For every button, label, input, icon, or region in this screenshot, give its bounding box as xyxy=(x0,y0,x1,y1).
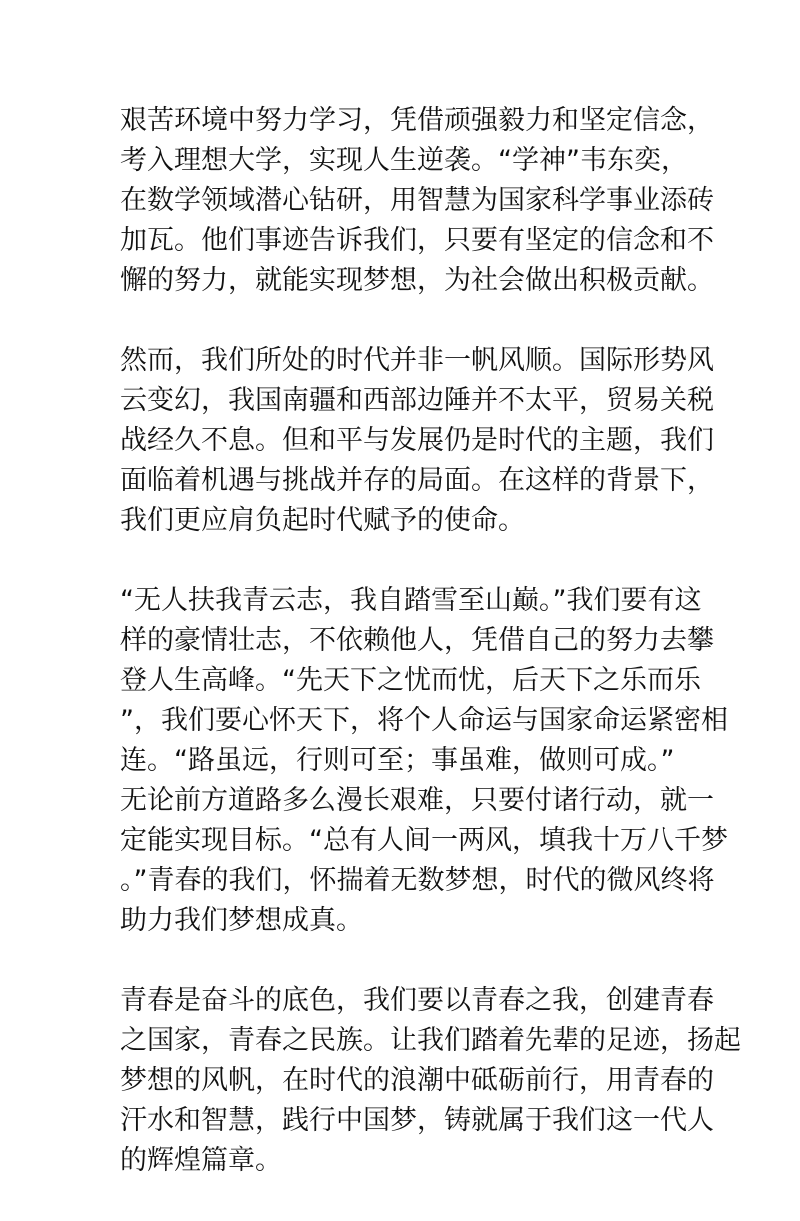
paragraph-3 xyxy=(120,581,728,941)
text-line: 加瓦。他们事迹告诉我们，只要有坚定的信念和不 xyxy=(120,225,714,256)
text-line: 云变幻，我国南疆和西部边陲并不太平，贸易关税 xyxy=(120,385,714,416)
text-line: 考入理想大学，实现人生逆袭。“学神”韦东奕， xyxy=(120,145,688,176)
text-line: 梦想的风帆，在时代的浪潮中砥砺前行，用青春的 xyxy=(120,1065,714,1096)
text-line: ”，我们要心怀天下，将个人命运与国家命运紧密相 xyxy=(120,705,728,736)
text-line: 艰苦环境中努力学习，凭借顽强毅力和坚定信念， xyxy=(120,105,714,136)
text-line: 在数学领域潜心钻研，用智慧为国家科学事业添砖 xyxy=(120,185,714,216)
text-line: 汗水和智慧，践行中国梦，铸就属于我们这一代人 xyxy=(120,1105,714,1136)
text-line: 样的豪情壮志，不依赖他人，凭借自己的努力去攀 xyxy=(120,625,714,656)
text-line: 助力我们梦想成真。 xyxy=(120,905,363,936)
text-line: 。”青春的我们，怀揣着无数梦想，时代的微风终将 xyxy=(120,865,715,896)
text-line: 战经久不息。但和平与发展仍是时代的主题，我们 xyxy=(120,425,714,456)
text-line: 之国家，青春之民族。让我们踏着先辈的足迹，扬起 xyxy=(120,1025,741,1056)
paragraph-1 xyxy=(120,101,714,301)
paragraph-2 xyxy=(120,341,714,541)
document-body xyxy=(120,101,741,1221)
text-line: 的辉煌篇章。 xyxy=(120,1145,282,1176)
text-line: 然而，我们所处的时代并非一帆风顺。国际形势风 xyxy=(120,345,714,376)
text-line: 青春是奋斗的底色，我们要以青春之我，创建青春 xyxy=(120,985,714,1016)
text-line: “无人扶我青云志，我自踏雪至山巅。”我们要有这 xyxy=(120,585,702,616)
text-line: 懈的努力，就能实现梦想，为社会做出积极贡献。 xyxy=(120,265,714,296)
text-line: 登人生高峰。“先天下之忧而忧，后天下之乐而乐 xyxy=(120,665,701,696)
text-line: 连。“路虽远，行则可至；事虽难，做则可成。” xyxy=(120,745,675,776)
text-line: 面临着机遇与挑战并存的局面。在这样的背景下， xyxy=(120,465,714,496)
text-line: 定能实现目标。“总有人间一两风，填我十万八千梦 xyxy=(120,825,728,856)
text-line: 我们更应肩负起时代赋予的使命。 xyxy=(120,505,525,536)
text-line: 无论前方道路多么漫长艰难，只要付诸行动，就一 xyxy=(120,785,714,816)
paragraph-4 xyxy=(120,981,741,1181)
